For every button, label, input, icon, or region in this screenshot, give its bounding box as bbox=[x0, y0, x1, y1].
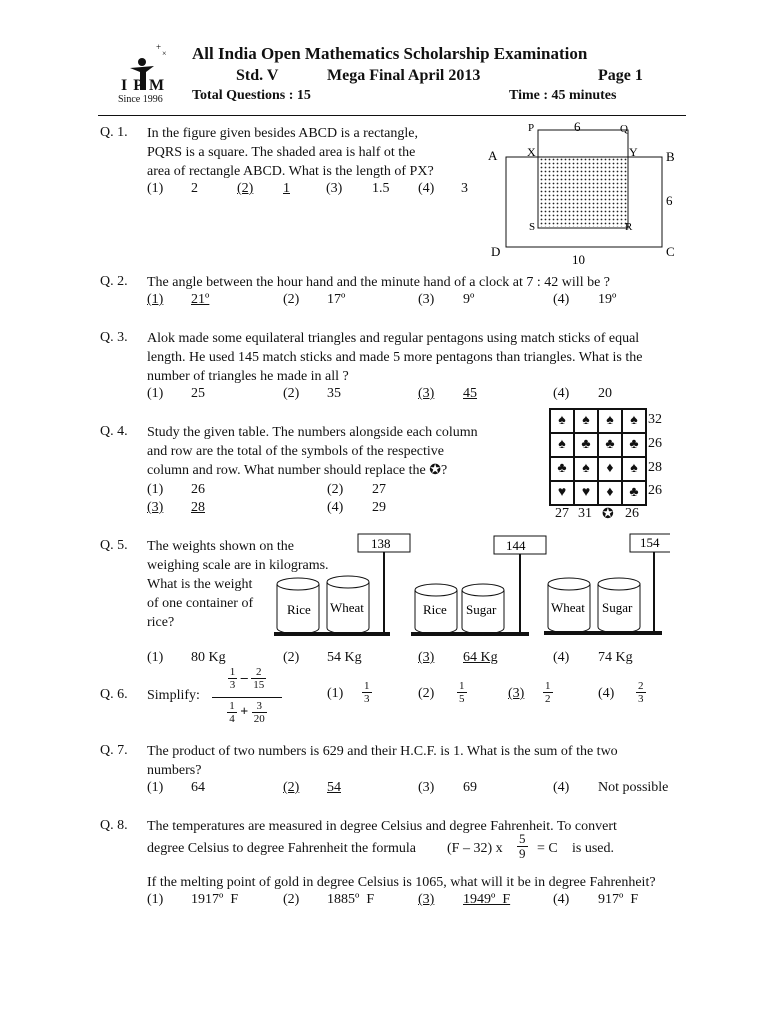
q1-label-bottom: 10 bbox=[572, 252, 585, 267]
q6-opt2-label: (2) bbox=[418, 686, 435, 701]
since-text: Since 1996 bbox=[118, 94, 163, 105]
q4-line-3: column and row. What number should replace the ✪? bbox=[147, 463, 448, 478]
frac-den: 3 bbox=[638, 693, 644, 705]
q8-opt4-value: 917º F bbox=[598, 892, 639, 907]
q1-opt3-value: 1.5 bbox=[372, 181, 390, 196]
q1-figure bbox=[484, 118, 684, 268]
q4-opt4-value: 29 bbox=[372, 500, 386, 515]
q7-line-1: The product of two numbers is 629 and their H.C.F. is 1. What is the sum of the two bbox=[147, 744, 618, 759]
q4-col-total-1: 27 bbox=[555, 506, 569, 521]
frac-den: 5 bbox=[459, 693, 465, 705]
q4-symbol-grid bbox=[549, 408, 647, 506]
q3-number: Q. 3. bbox=[100, 330, 128, 345]
q3-opt3-label: (3) bbox=[418, 386, 435, 401]
q7-opt4-label: (4) bbox=[553, 780, 570, 795]
q4-opt1-label: (1) bbox=[147, 482, 164, 497]
q5-line-4: of one container of bbox=[147, 596, 254, 611]
q5-line-3: What is the weight bbox=[147, 577, 253, 592]
q8-opt2-label: (2) bbox=[283, 892, 300, 907]
q4-row-total-2: 26 bbox=[648, 436, 662, 451]
q3-line-3: number of triangles he made in all ? bbox=[147, 369, 349, 384]
q4-line-2: and row are the total of the symbols of the respective bbox=[147, 444, 445, 459]
q6-frac-b bbox=[251, 666, 266, 691]
q6-opt3-label: (3) bbox=[508, 686, 525, 701]
frac-den: 20 bbox=[253, 713, 265, 725]
q7-opt3-label: (3) bbox=[418, 780, 435, 795]
q7-opt4-value: Not possible bbox=[598, 780, 669, 795]
frac-den: 2 bbox=[545, 693, 551, 705]
q6-number: Q. 6. bbox=[100, 687, 128, 702]
logo-text: IPM bbox=[121, 77, 171, 94]
q2-opt1-label: (1) bbox=[147, 292, 164, 307]
q2-opt2-value: 17º bbox=[327, 292, 346, 307]
q1-opt1-label: (1) bbox=[147, 181, 164, 196]
q6-opt2-value bbox=[457, 680, 467, 705]
scale-1-item-2: Wheat bbox=[330, 600, 364, 615]
q1-label-q: Q bbox=[620, 123, 628, 135]
q4-opt3-value: 28 bbox=[191, 500, 205, 515]
q4-col-total-4: 26 bbox=[625, 506, 639, 521]
grid-cell: ♠ bbox=[622, 409, 646, 433]
q6-opt1-label: (1) bbox=[327, 686, 344, 701]
q3-opt3-value: 45 bbox=[463, 386, 477, 401]
q2-opt3-label: (3) bbox=[418, 292, 435, 307]
q5-opt2-label: (2) bbox=[283, 650, 300, 665]
scale-2-item-2: Sugar bbox=[466, 602, 497, 617]
q1-label-s: S bbox=[529, 221, 536, 233]
q6-opt1-value bbox=[362, 680, 372, 705]
q1-number: Q. 1. bbox=[100, 125, 128, 140]
q4-opt4-label: (4) bbox=[327, 500, 344, 515]
q6-opt4-label: (4) bbox=[598, 686, 615, 701]
q7-opt2-value: 54 bbox=[327, 780, 341, 795]
q8-line-2a: degree Celsius to degree Fahrenheit the formula bbox=[147, 841, 417, 856]
q2-opt2-label: (2) bbox=[283, 292, 300, 307]
frac-num: 2 bbox=[251, 666, 266, 679]
grid-cell: ♣ bbox=[598, 433, 622, 457]
q3-opt1-label: (1) bbox=[147, 386, 164, 401]
q2-number: Q. 2. bbox=[100, 274, 128, 289]
grid-cell: ♣ bbox=[550, 457, 574, 481]
q4-col-total-2: 31 bbox=[578, 506, 592, 521]
q5-line-1: The weights shown on the bbox=[147, 539, 294, 554]
frac-den: 4 bbox=[229, 713, 235, 725]
q8-opt3-value: 1949º F bbox=[463, 892, 511, 907]
q4-row-total-4: 26 bbox=[648, 483, 662, 498]
grid-cell: ♥ bbox=[550, 481, 574, 505]
q6-frac-a bbox=[228, 666, 238, 691]
q1-opt4-value: 3 bbox=[461, 181, 468, 196]
q2-opt3-value: 9º bbox=[463, 292, 475, 307]
scale-2-item-1: Rice bbox=[423, 602, 447, 617]
q8-formula-right: = C bbox=[537, 841, 558, 856]
q3-opt2-label: (2) bbox=[283, 386, 300, 401]
grid-cell: ♣ bbox=[622, 433, 646, 457]
header-rule bbox=[98, 115, 686, 116]
q1-label-b: B bbox=[666, 149, 675, 164]
q6-opt3-value bbox=[543, 680, 553, 705]
q6-expression bbox=[212, 666, 282, 725]
q5-opt1-value: 80 Kg bbox=[191, 650, 226, 665]
q1-label-p: P bbox=[528, 122, 535, 134]
grid-cell: ♠ bbox=[574, 457, 598, 481]
time-limit: Time : 45 minutes bbox=[509, 88, 617, 103]
q8-line-1: The temperatures are measured in degree Celsius and degree Fahrenheit. To convert bbox=[147, 819, 617, 834]
q5-opt4-value: 74 Kg bbox=[598, 650, 633, 665]
grid-cell: ♠ bbox=[550, 433, 574, 457]
svg-text:+: + bbox=[156, 42, 162, 52]
q8-line-3: If the melting point of gold in degree Celsius is 1065, what will it be in degree Fahrenheit? bbox=[147, 875, 656, 890]
exam-session: Mega Final April 2013 bbox=[327, 67, 481, 84]
q1-opt4-label: (4) bbox=[418, 181, 435, 196]
q5-line-5: rice? bbox=[147, 615, 175, 630]
q1-line-3: area of rectangle ABCD. What is the length of PX? bbox=[147, 164, 434, 179]
q4-opt2-label: (2) bbox=[327, 482, 344, 497]
std-label: Std. V bbox=[236, 67, 279, 84]
grid-cell: ♠ bbox=[622, 457, 646, 481]
q2-opt1-value: 21º bbox=[191, 292, 210, 307]
q8-opt1-label: (1) bbox=[147, 892, 164, 907]
frac-den: 3 bbox=[364, 693, 370, 705]
q1-opt2-label: (2) bbox=[237, 181, 254, 196]
q4-line-1: Study the given table. The numbers alongside each column bbox=[147, 425, 478, 440]
q4-opt3-label: (3) bbox=[147, 500, 164, 515]
q5-scales bbox=[270, 532, 670, 642]
q6-minus: – bbox=[240, 670, 248, 686]
q1-label-r: R bbox=[625, 221, 633, 233]
q5-opt4-label: (4) bbox=[553, 650, 570, 665]
q4-number: Q. 4. bbox=[100, 424, 128, 439]
q4-row-total-1: 32 bbox=[648, 412, 662, 427]
q4-col-total-3: ✪ bbox=[602, 507, 614, 522]
q1-opt3-label: (3) bbox=[326, 181, 343, 196]
grid-cell: ♦ bbox=[598, 481, 622, 505]
q3-line-1: Alok made some equilateral triangles and regular pentagons using match sticks of equal bbox=[147, 331, 640, 346]
grid-cell: ♠ bbox=[550, 409, 574, 433]
q1-label-right: 6 bbox=[666, 193, 673, 208]
q7-opt2-label: (2) bbox=[283, 780, 300, 795]
total-questions: Total Questions : 15 bbox=[192, 88, 311, 103]
q5-opt3-value: 64 Kg bbox=[463, 650, 498, 665]
q7-line-2: numbers? bbox=[147, 763, 202, 778]
q4-row-total-3: 28 bbox=[648, 460, 662, 475]
q2-opt4-value: 19º bbox=[598, 292, 617, 307]
q1-label-d: D bbox=[491, 244, 501, 259]
grid-cell: ♦ bbox=[598, 457, 622, 481]
q6-denominator bbox=[212, 698, 282, 725]
q5-line-2: weighing scale are in kilograms. bbox=[147, 558, 329, 573]
svg-text:×: × bbox=[162, 49, 167, 58]
q3-opt2-value: 35 bbox=[327, 386, 341, 401]
q3-opt1-value: 25 bbox=[191, 386, 205, 401]
frac-num: 1 bbox=[459, 680, 465, 692]
grid-cell: ♠ bbox=[574, 409, 598, 433]
q7-opt1-value: 64 bbox=[191, 780, 205, 795]
q1-line-1: In the figure given besides ABCD is a rectangle, bbox=[147, 126, 418, 141]
grid-cell: ♣ bbox=[574, 433, 598, 457]
q8-opt3-label: (3) bbox=[418, 892, 435, 907]
q7-opt3-value: 69 bbox=[463, 780, 477, 795]
scale-3-item-1: Wheat bbox=[551, 600, 585, 615]
q6-frac-c bbox=[227, 700, 237, 725]
q1-label-c: C bbox=[666, 244, 675, 259]
q8-line-2b: is used. bbox=[572, 841, 614, 856]
grid-cell: ♣ bbox=[622, 481, 646, 505]
frac-num: 1 bbox=[364, 680, 370, 692]
frac-num: 3 bbox=[252, 700, 267, 713]
q1-label-y: Y bbox=[629, 145, 638, 159]
q5-opt1-label: (1) bbox=[147, 650, 164, 665]
frac-num: 1 bbox=[545, 680, 551, 692]
q8-opt4-label: (4) bbox=[553, 892, 570, 907]
q1-opt1-value: 2 bbox=[191, 181, 198, 196]
scale-1-reading: 138 bbox=[371, 536, 391, 551]
q1-shaded-area bbox=[539, 158, 627, 227]
grid-cell: ♠ bbox=[598, 409, 622, 433]
q8-opt1-value: 1917º F bbox=[191, 892, 239, 907]
q7-opt1-label: (1) bbox=[147, 780, 164, 795]
q2-text: The angle between the hour hand and the minute hand of a clock at 7 : 42 will be ? bbox=[147, 275, 611, 290]
q5-number: Q. 5. bbox=[100, 538, 128, 553]
q1-opt2-value: 1 bbox=[283, 181, 290, 196]
q6-opt4-value bbox=[636, 680, 646, 705]
frac-den: 9 bbox=[519, 846, 526, 861]
q6-numerator bbox=[212, 666, 282, 697]
q6-frac-e bbox=[252, 700, 267, 725]
q6-text: Simplify: bbox=[147, 688, 200, 703]
q1-line-2: PQRS is a square. The shaded area is half ot the bbox=[147, 145, 416, 160]
scale-1-item-1: Rice bbox=[287, 602, 311, 617]
q8-formula-fraction bbox=[517, 832, 528, 861]
q2-opt4-label: (4) bbox=[553, 292, 570, 307]
exam-title: All India Open Mathematics Scholarship Examination bbox=[192, 44, 588, 63]
page-number: Page 1 bbox=[598, 67, 643, 84]
q8-number: Q. 8. bbox=[100, 818, 128, 833]
grid-cell: ♥ bbox=[574, 481, 598, 505]
q3-opt4-value: 20 bbox=[598, 386, 612, 401]
scale-3-reading: 154 bbox=[640, 535, 660, 550]
frac-num: 1 bbox=[229, 700, 235, 712]
q1-label-a: A bbox=[488, 148, 498, 163]
frac-num: 2 bbox=[638, 680, 644, 692]
scale-3-item-2: Sugar bbox=[602, 600, 633, 615]
q6-plus: + bbox=[240, 704, 249, 720]
q7-number: Q. 7. bbox=[100, 743, 128, 758]
q4-opt1-value: 26 bbox=[191, 482, 205, 497]
frac-den: 15 bbox=[253, 679, 265, 691]
frac-num: 1 bbox=[229, 666, 236, 678]
frac-den: 3 bbox=[229, 679, 236, 691]
frac-num: 5 bbox=[519, 831, 526, 846]
q8-opt2-value: 1885º F bbox=[327, 892, 375, 907]
q1-label-x: X bbox=[527, 145, 536, 159]
q3-line-2: length. He used 145 match sticks and made 5 more pentagons than triangles. What is the bbox=[147, 350, 643, 365]
q5-opt2-value: 54 Kg bbox=[327, 650, 362, 665]
scale-2-reading: 144 bbox=[506, 538, 526, 553]
q5-opt3-label: (3) bbox=[418, 650, 435, 665]
q8-formula-left: (F – 32) x bbox=[447, 841, 503, 856]
q1-label-top: 6 bbox=[574, 119, 581, 134]
q4-opt2-value: 27 bbox=[372, 482, 386, 497]
q3-opt4-label: (4) bbox=[553, 386, 570, 401]
